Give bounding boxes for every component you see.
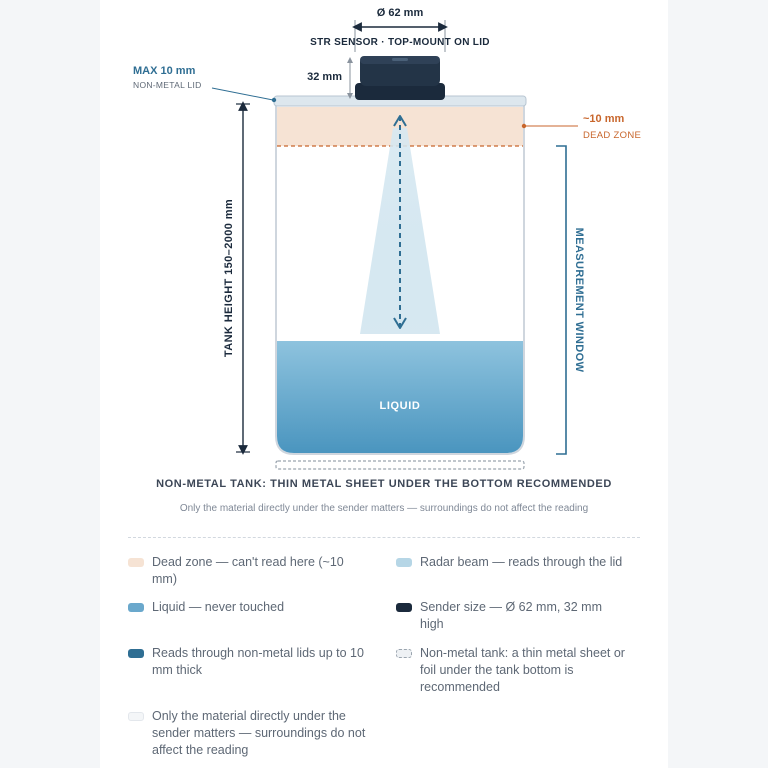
legend-material-note-text: Only the material directly under the sender matters — surroundings do not affect the reading (152, 709, 366, 757)
tank-height-label: TANK HEIGHT 150–2000 mm (223, 198, 235, 358)
legend-lid-text: Reads through non-metal lids up to 10 mm thick (152, 646, 364, 677)
legend-liquid-text: Liquid — never touched (152, 600, 285, 614)
legend-liquid (128, 599, 368, 616)
lid-max-label: MAX 10 mm (133, 65, 196, 77)
legend-dead-zone-text: Dead zone — can't read here (~10 mm) (152, 555, 344, 586)
sensor-height-label: 32 mm (307, 71, 342, 83)
radar-beam-swatch (396, 558, 412, 567)
str-sensor (355, 56, 445, 100)
diagram-subcaption: Only the material directly under the sender matters — surroundings do not affect the reading (179, 503, 589, 514)
legend-radar-beam-text: Radar beam — reads through the lid (420, 555, 623, 569)
lid-material-label: NON-METAL LID (133, 80, 202, 90)
measurement-window-bracket (556, 146, 566, 454)
sender-swatch (396, 603, 412, 612)
legend-divider (128, 537, 640, 538)
sensor-title: STR SENSOR · TOP-MOUNT ON LID (310, 37, 490, 48)
legend-radar-beam (396, 554, 646, 571)
diagram-caption: NON-METAL TANK: THIN METAL SHEET UNDER THE BOTTOM RECOMMENDED (156, 478, 612, 490)
lid-leader-dot (272, 98, 276, 102)
metal-sheet-swatch (396, 649, 412, 658)
liquid (277, 341, 523, 453)
diameter-label: Ø 62 mm (376, 7, 424, 19)
legend-sender-size-text: Sender size — Ø 62 mm, 32 mm high (420, 600, 603, 631)
lid-swatch (128, 649, 144, 658)
legend-metal-sheet-text: Non-metal tank: a thin metal sheet or foil under the tank bottom is recommended (420, 646, 625, 694)
legend-material-note (128, 708, 368, 759)
legend-dead-zone (128, 554, 368, 588)
measurement-window-label: MEASUREMENT WINDOW (573, 227, 585, 373)
bottom-metal-sheet (276, 461, 524, 469)
liquid-swatch (128, 603, 144, 612)
legend-lid (128, 645, 368, 679)
material-note-swatch (128, 712, 144, 721)
legend-sender-size (396, 599, 624, 633)
dead-zone-value: ~10 mm (583, 113, 625, 125)
dead-zone-swatch (128, 558, 144, 567)
dead-zone-leader-dot (522, 124, 526, 128)
liquid-label: LIQUID (379, 400, 421, 412)
lid-leader-line (212, 88, 273, 100)
legend-metal-sheet (396, 645, 636, 696)
dead-zone-text: DEAD ZONE (583, 130, 642, 141)
